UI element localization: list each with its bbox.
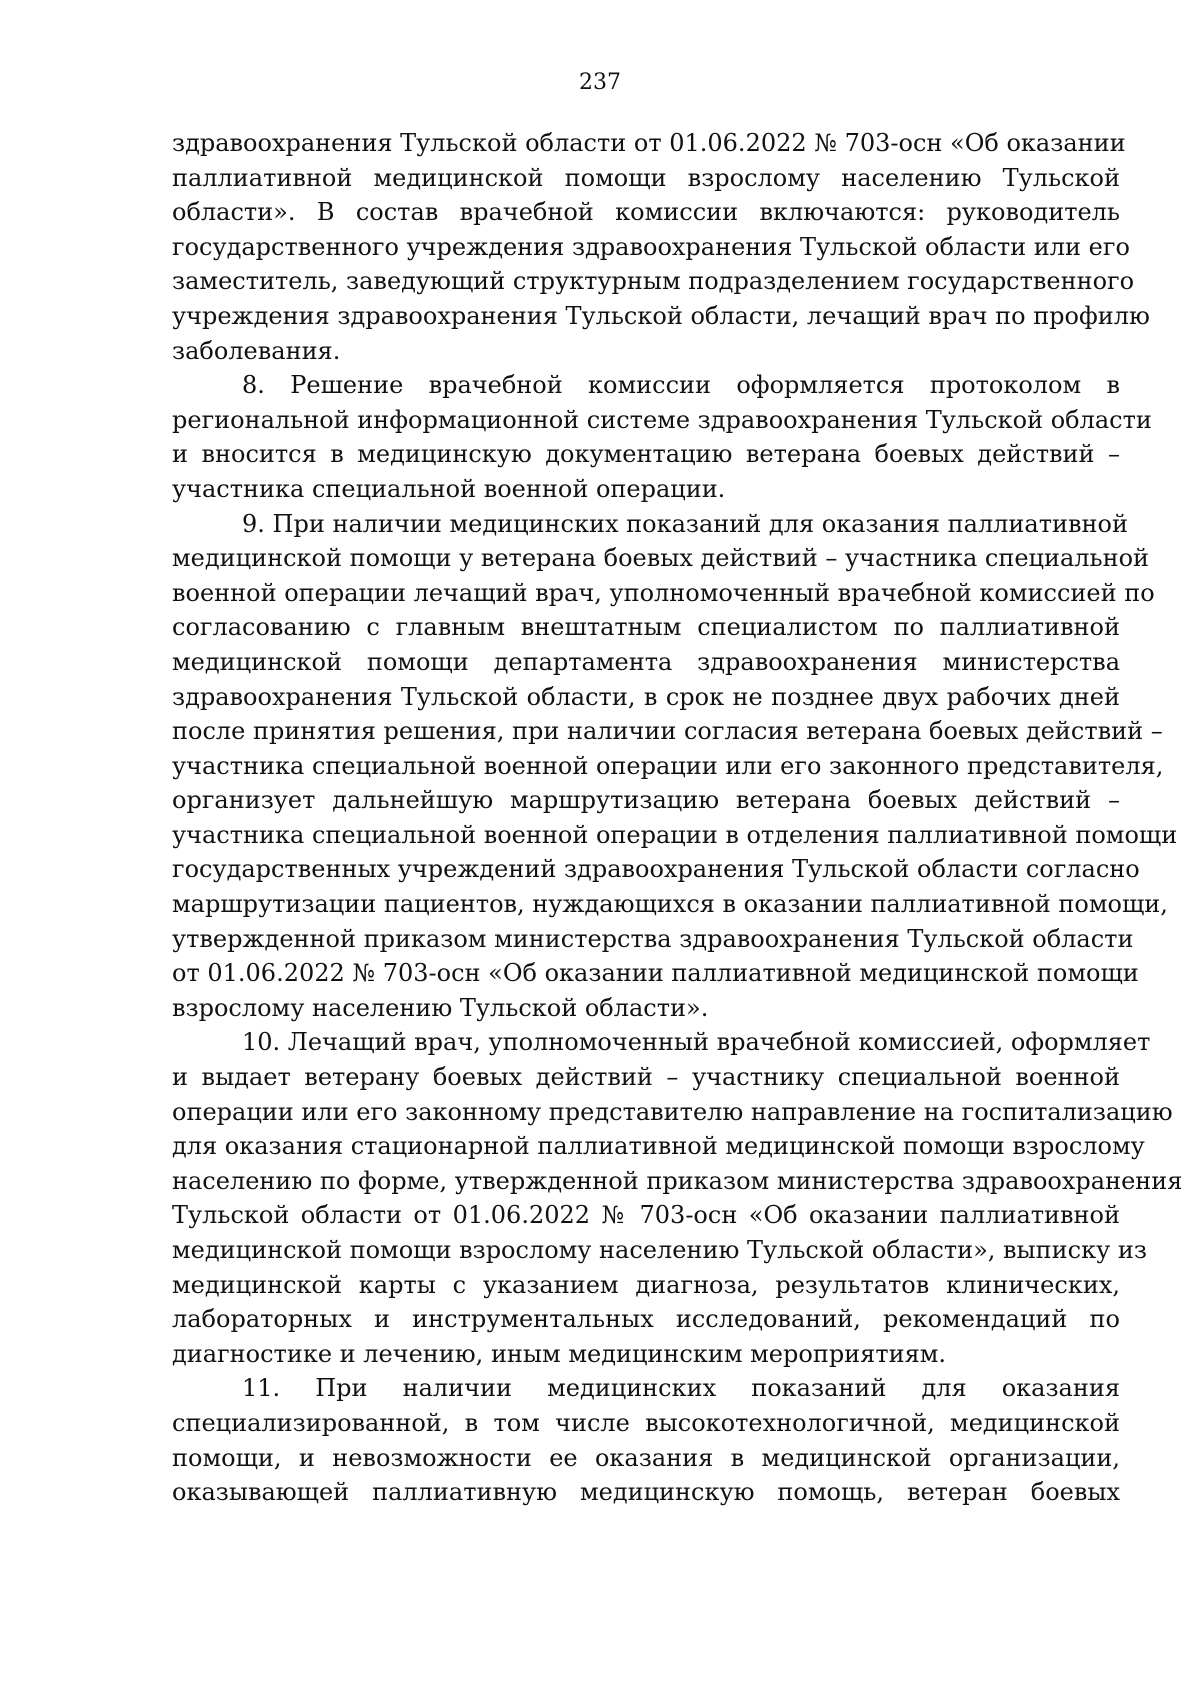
paragraph-8: [172, 368, 1152, 506]
text-line: государственных учреждений здравоохранения Тульской области согласно: [172, 855, 1140, 884]
text-line: здравоохранения Тульской области, в срок не позднее двух рабочих дней: [172, 682, 1120, 711]
text-line: утвержденной приказом министерства здравоохранения Тульской области: [172, 924, 1134, 953]
text-line: для оказания стационарной паллиативной медицинской помощи взрослому: [172, 1132, 1145, 1161]
text-line: согласованию с главным внештатным специалистом по паллиативной: [172, 613, 1120, 642]
paragraph-10: [172, 1025, 1183, 1371]
text-line: медицинской помощи взрослому населению Тульской области», выписку из: [172, 1236, 1147, 1264]
text-line: лабораторных и инструментальных исследований, рекомендаций по: [172, 1305, 1120, 1334]
text-line: маршрутизации пациентов, нуждающихся в оказании паллиативной помощи,: [172, 890, 1168, 919]
paragraph-9: [172, 507, 1178, 1026]
text-line: медицинской помощи департамента здравоохранения министерства: [172, 647, 1120, 676]
text-line: от 01.06.2022 № 703-осн «Об оказании паллиативной медицинской помощи: [172, 959, 1139, 988]
text-line: операции или его законному представителю направление на госпитализацию: [172, 1097, 1173, 1126]
text-line: заболевания.: [172, 336, 341, 365]
text-line: медицинской помощи у ветерана боевых действий – участника специальной: [172, 544, 1150, 573]
paragraph-11: [172, 1371, 1120, 1509]
text-line: заместитель, заведующий структурным подразделением государственного: [172, 267, 1135, 296]
text-line: области». В состав врачебной комиссии включаются: руководитель: [172, 198, 1120, 227]
text-line: Тульской области от 01.06.2022 № 703-осн «Об оказании паллиативной: [172, 1201, 1120, 1230]
text-line: учреждения здравоохранения Тульской области, лечащий врач по профилю: [172, 301, 1150, 330]
text-line: взрослому населению Тульской области».: [172, 993, 709, 1022]
text-line: помощи, и невозможности ее оказания в медицинской организации,: [172, 1443, 1120, 1472]
text-line: 8. Решение врачебной комиссии оформляется протоколом в: [242, 371, 1120, 400]
text-line: участника специальной военной операции в отделения паллиативной помощи: [172, 820, 1178, 849]
text-line: участника специальной военной операции или его законного представителя,: [172, 751, 1164, 780]
page-number: 237: [579, 70, 621, 95]
text-line: населению по форме, утвержденной приказом министерства здравоохранения: [172, 1166, 1183, 1195]
document-body: [172, 126, 1183, 1510]
text-line: государственного учреждения здравоохранения Тульской области или его: [172, 232, 1130, 261]
text-line: здравоохранения Тульской области от 01.06.2022 № 703-осн «Об оказании: [172, 129, 1126, 157]
text-line: участника специальной военной операции.: [172, 474, 726, 503]
text-line: организует дальнейшую маршрутизацию ветерана боевых действий –: [172, 786, 1120, 815]
text-line: оказывающей паллиативную медицинскую помощь, ветеран боевых: [172, 1478, 1120, 1507]
text-line: медицинской карты с указанием диагноза, результатов клинических,: [172, 1270, 1120, 1299]
text-line: после принятия решения, при наличии согласия ветерана боевых действий –: [172, 717, 1163, 746]
text-line: 11. При наличии медицинских показаний для оказания: [242, 1374, 1120, 1403]
text-line: и вносится в медицинскую документацию ветерана боевых действий –: [172, 440, 1120, 469]
paragraph-7-continuation: [172, 126, 1150, 368]
text-line: военной операции лечащий врач, уполномоченный врачебной комиссией по: [172, 578, 1155, 607]
text-line: 10. Лечащий врач, уполномоченный врачебной комиссией, оформляет: [242, 1028, 1151, 1057]
text-line: и выдает ветерану боевых действий – участнику специальной военной: [172, 1063, 1120, 1092]
text-line: региональной информационной системе здравоохранения Тульской области: [172, 405, 1152, 434]
text-line: диагностике и лечению, иным медицинским мероприятиям.: [172, 1339, 947, 1368]
text-line: 9. При наличии медицинских показаний для оказания паллиативной: [242, 509, 1128, 538]
text-line: специализированной, в том числе высокотехнологичной, медицинской: [172, 1408, 1120, 1437]
text-line: паллиативной медицинской помощи взрослому населению Тульской: [172, 163, 1120, 192]
